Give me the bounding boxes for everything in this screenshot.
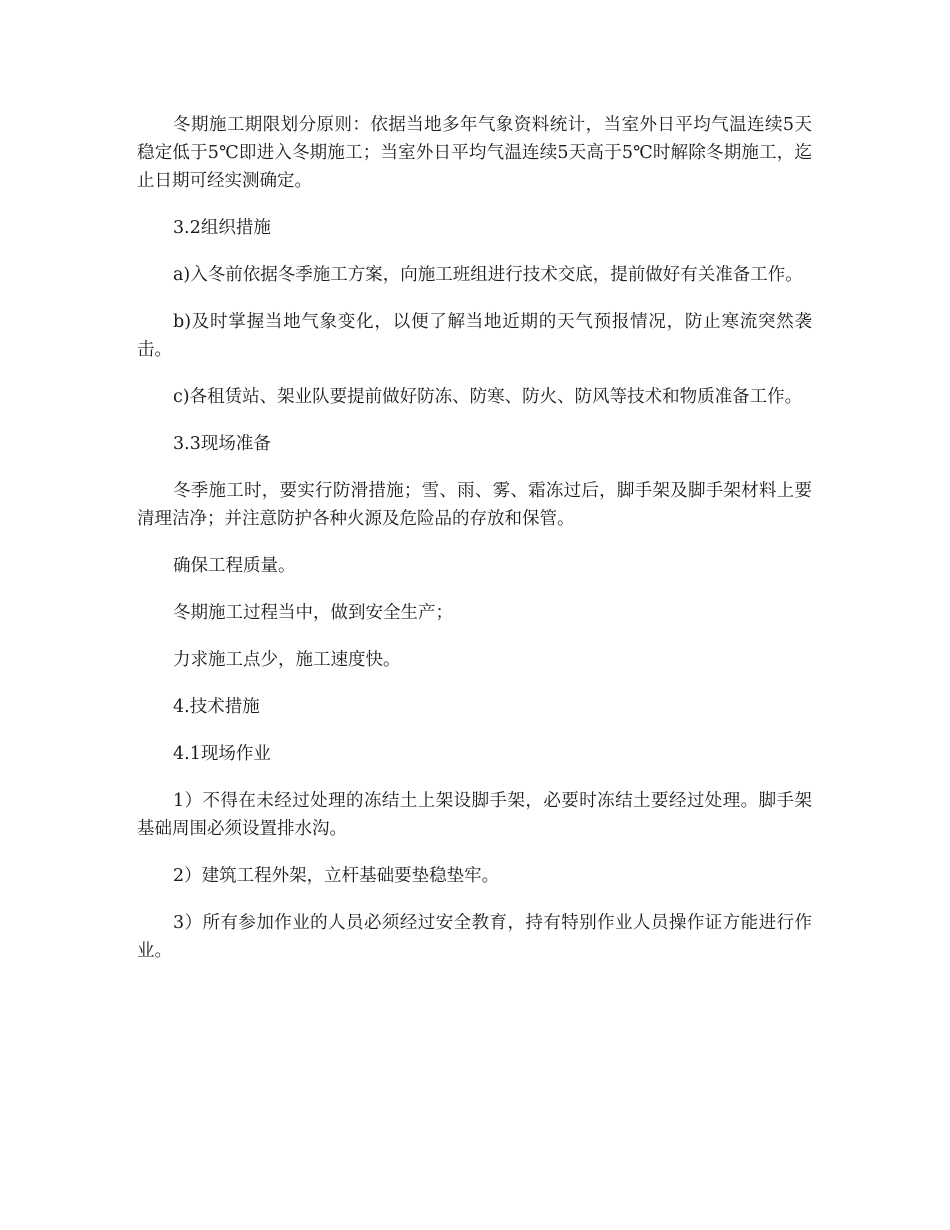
paragraph-winter-period-rule: 冬期施工期限划分原则：依据当地多年气象资料统计，当室外日平均气温连续5天稳定低于5℃即进入冬期施工；当室外日平均气温连续5天高于5℃时解除冬期施工，迄止日期可经实测确定。 (137, 115, 812, 191)
paragraph-anti-slip-measures: 冬季施工时，要实行防滑措施；雪、雨、雾、霜冻过后，脚手架及脚手架材料上要清理洁净；并注意防护各种火源及危险品的存放和保管。 (137, 481, 812, 529)
paragraph-item-b: b)及时掌握当地气象变化，以便了解当地近期的天气预报情况，防止寒流突然袭击。 (137, 312, 812, 360)
document-body (137, 111, 812, 984)
heading-4-1-site-work: 4.1现场作业 (173, 744, 271, 764)
heading-3-2-organization-measures: 3.2组织措施 (173, 218, 271, 238)
paragraph-few-points-fast-speed: 力求施工点少，施工速度快。 (173, 650, 401, 670)
paragraph-item-1-frozen-soil: 1）不得在未经过处理的冻结土上架设脚手架，必要时冻结土要经过处理。脚手架基础周围必须设置排水沟。 (137, 791, 812, 839)
heading-4-technical-measures: 4.技术措施 (173, 697, 260, 717)
paragraph-item-c: c)各租赁站、架业队要提前做好防冻、防寒、防火、防风等技术和物质准备工作。 (173, 387, 803, 407)
paragraph-item-3-safety-education: 3）所有参加作业的人员必须经过安全教育，持有特别作业人员操作证方能进行作业。 (137, 913, 812, 961)
paragraph-ensure-quality: 确保工程质量。 (173, 556, 296, 576)
paragraph-item-2-external-scaffold: 2）建筑工程外架，立杆基础要垫稳垫牢。 (173, 866, 500, 886)
heading-3-3-site-preparation: 3.3现场准备 (173, 434, 271, 454)
paragraph-safe-production: 冬期施工过程当中，做到安全生产； (173, 603, 453, 623)
paragraph-item-a: a)入冬前依据冬季施工方案，向施工班组进行技术交底，提前做好有关准备工作。 (173, 265, 803, 285)
